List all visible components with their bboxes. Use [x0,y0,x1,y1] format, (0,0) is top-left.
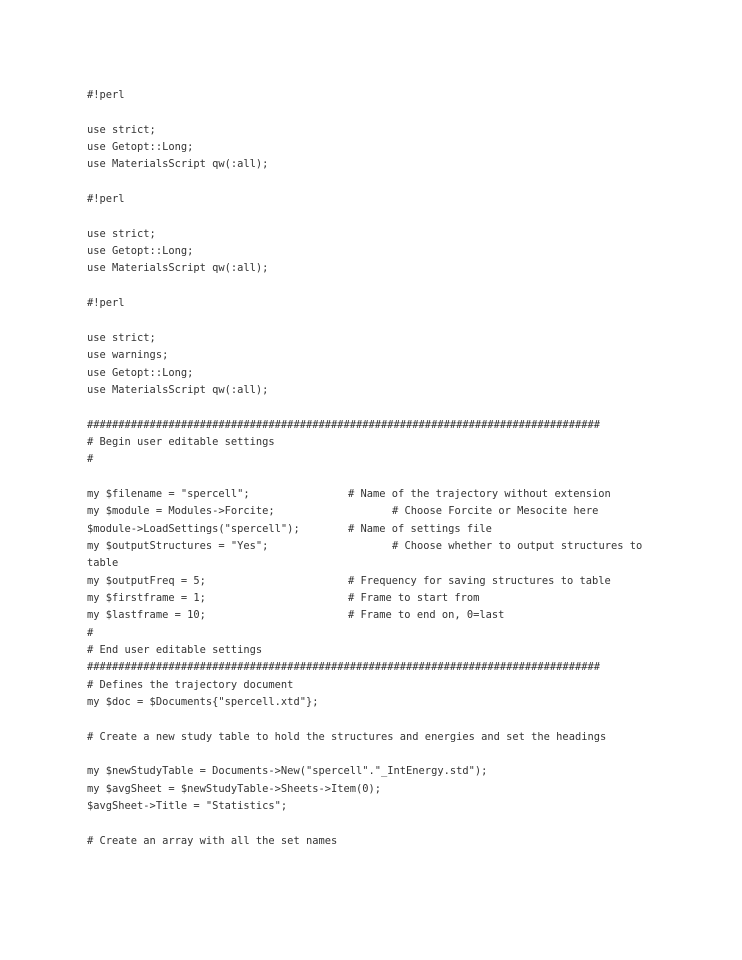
code-line [87,295,707,312]
code-line [87,521,707,538]
code-text: # [87,626,94,639]
code-line [87,226,707,243]
code-text: #!perl [87,89,125,101]
code-text: use MaterialsScript qw(:all); [87,383,269,396]
code-line [87,208,707,225]
code-text: use Getopt::Long; [87,245,194,258]
code-line [87,122,707,139]
code-line [87,434,707,451]
code-line [87,469,707,486]
code-line [87,104,707,121]
code-text: #!perl [87,193,125,206]
code-text: my $avgSheet = $newStudyTable->Sheets->Item(0); [87,782,382,795]
code-line [87,260,707,277]
code-text: use warnings; [87,349,169,362]
inline-comment: # Name of settings file [348,522,492,535]
code-text: # Create a new study table to hold the structures and energies and set the headings [87,730,607,743]
code-text: my $outputStructures = "Yes"; [87,539,269,552]
code-line [87,365,707,382]
code-text: use strict; [87,123,156,136]
code-text: # End user editable settings [87,644,263,656]
inline-comment: # Choose Forcite or Mesocite here [392,505,599,518]
code-text: ################################################################################## [87,661,600,674]
code-line [87,156,707,173]
code-line [87,625,707,642]
perl-script-listing [87,87,707,850]
inline-comment: # Frequency for saving structures to table [348,574,611,587]
code-line [87,330,707,347]
code-line [87,833,707,850]
code-text: use strict; [87,227,156,240]
code-line [87,659,707,676]
inline-comment: # Choose whether to output structures to [392,539,643,552]
code-line [87,781,707,798]
code-text: # Defines the trajectory document [87,678,294,691]
code-text: my $newStudyTable = Documents->New("spercell"."_IntEnergy.std"); [87,765,488,778]
code-line [87,815,707,832]
code-line [87,677,707,694]
code-text: # Begin user editable settings [87,435,275,448]
code-line [87,763,707,780]
code-text: $avgSheet->Title = "Statistics"; [87,800,288,813]
code-line [87,555,707,572]
code-text: ################################################################################## [87,418,600,431]
code-text: my $module = Modules->Forcite; [87,505,275,518]
code-line [87,694,707,711]
code-line [87,174,707,191]
code-text: use strict; [87,331,156,344]
code-line [87,347,707,364]
code-line [87,573,707,590]
code-text: my $doc = $Documents{"spercell.xtd"}; [87,696,319,709]
code-text: my $firstframe = 1; [87,591,206,604]
code-text: # [87,453,94,466]
code-line [87,451,707,468]
code-line [87,191,707,208]
code-text: $module->LoadSettings("spercell"); [87,522,300,535]
inline-comment: # Frame to start from [348,591,480,604]
code-line [87,590,707,607]
code-line [87,243,707,260]
code-line [87,538,707,555]
code-line [87,417,707,434]
code-line [87,711,707,728]
code-line [87,607,707,624]
code-text: use MaterialsScript qw(:all); [87,262,269,275]
code-text: my $filename = "spercell"; [87,487,250,500]
code-line [87,139,707,156]
code-line [87,486,707,503]
code-text: # Create an array with all the set names [87,834,338,847]
code-text: table [87,557,119,570]
code-line [87,503,707,520]
code-text: my $lastframe = 10; [87,609,206,622]
code-line [87,798,707,815]
code-line [87,399,707,416]
code-line [87,87,707,104]
code-line [87,746,707,763]
inline-comment: # Frame to end on, 0=last [348,609,505,622]
code-line [87,729,707,746]
inline-comment: # Name of the trajectory without extension [348,487,611,500]
code-line [87,278,707,295]
code-line [87,642,707,659]
code-text: use MaterialsScript qw(:all); [87,158,269,171]
code-text: use Getopt::Long; [87,366,194,379]
code-text: #!perl [87,297,125,310]
code-line [87,312,707,329]
code-text: use Getopt::Long; [87,141,194,154]
code-line [87,382,707,399]
code-text: my $outputFreq = 5; [87,574,206,587]
